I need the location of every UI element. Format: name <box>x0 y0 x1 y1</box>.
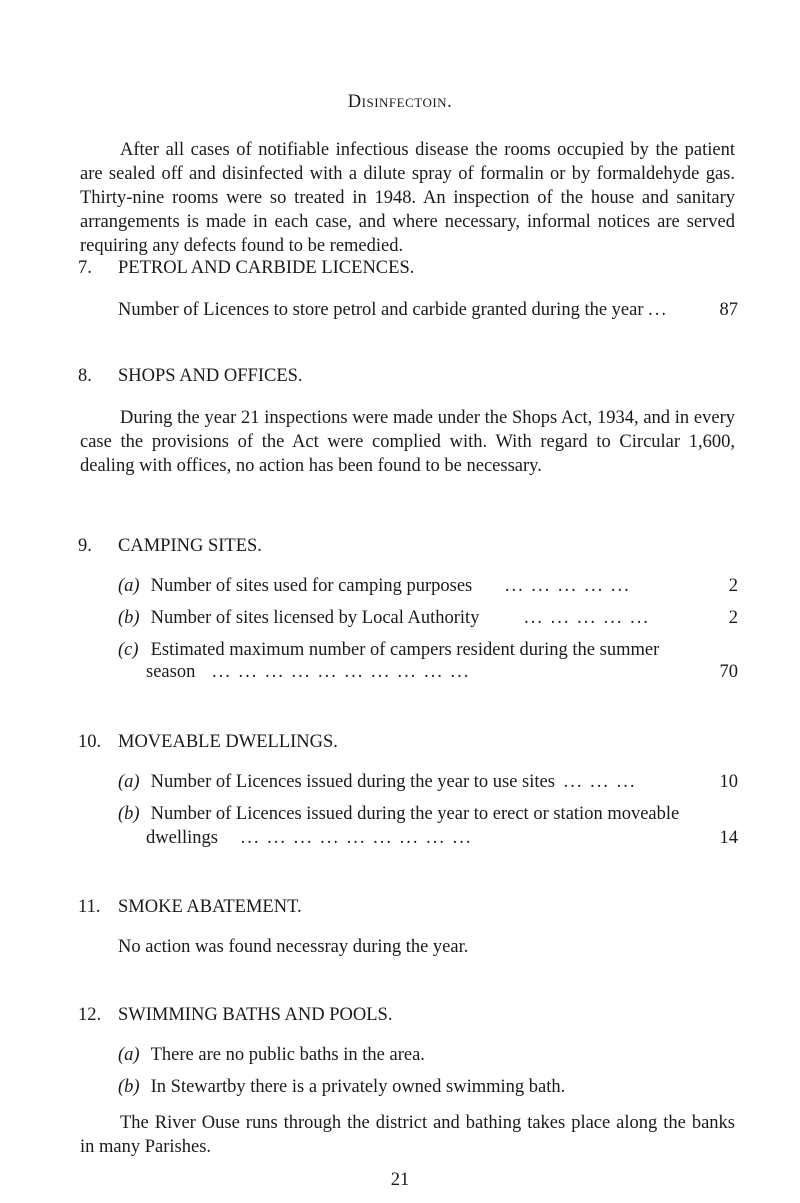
row-label: In Stewartby there is a privately owned swimming bath. <box>150 1077 566 1097</box>
section-9-title <box>78 534 738 558</box>
section-11-title <box>78 895 738 919</box>
leader-dots: ... ... ... ... ... ... ... ... ... <box>240 828 473 848</box>
section-8-title <box>78 364 738 388</box>
row-value: 10 <box>719 772 738 792</box>
row-value: 2 <box>728 576 738 596</box>
row-label: Number of sites used for camping purposes <box>150 576 473 596</box>
camping-item-c-line1 <box>118 638 738 662</box>
row-label: There are no public baths in the area. <box>150 1045 425 1065</box>
section-10-title <box>78 730 738 754</box>
item-letter: (b) <box>118 608 140 628</box>
baths-item-a <box>118 1043 738 1067</box>
petrol-licences-row <box>118 298 738 322</box>
leader-dots: ... ... ... ... ... ... ... ... ... ... <box>211 662 471 682</box>
section-title-text: SHOPS AND OFFICES. <box>118 366 303 386</box>
section-7-title <box>78 256 738 280</box>
baths-item-b <box>118 1075 738 1099</box>
item-letter: (b) <box>118 1077 140 1097</box>
leader-dots: ... <box>648 300 668 320</box>
item-letter: (a) <box>118 1045 140 1065</box>
section-number: 8. <box>78 366 92 386</box>
camping-item-c-line2 <box>146 660 738 684</box>
leader-dots: ... ... ... <box>563 772 637 792</box>
item-letter: (a) <box>118 576 140 596</box>
row-label: Number of Licences issued during the year to erect or station moveable <box>150 804 680 824</box>
river-ouse-paragraph: The River Ouse runs through the district and bathing takes place along the banks in many Parishes. <box>80 1113 735 1157</box>
section-title-text: CAMPING SITES. <box>118 536 262 556</box>
camping-item-a <box>118 574 738 598</box>
row-label: Estimated maximum number of campers resident during the summer <box>150 640 660 660</box>
smoke-abatement-text: No action was found necessray during the year. <box>118 937 469 957</box>
row-value: 2 <box>728 608 738 628</box>
leader-dots: ... ... ... ... ... <box>524 608 650 628</box>
item-letter: (b) <box>118 804 140 824</box>
row-label: Number of sites licensed by Local Authority <box>150 608 480 628</box>
section-title-text: SWIMMING BATHS AND POOLS. <box>118 1005 393 1025</box>
shops-offices-paragraph: During the year 21 inspections were made under the Shops Act, 1934, and in every case the provisions of the Act were complied with. With regard to Circular 1,600, dealing with offices, no action has been found to be necessary. <box>80 408 735 476</box>
page-number: 21 <box>390 1170 410 1190</box>
disinfection-paragraph: After all cases of notifiable infectious disease the rooms occupied by the patient are sealed off and disinfected with a dilute spray of formalin or by formaldehyde gas. Thirty-nine rooms were so treated in 1948. An inspection of the house and sanitary arrangements is made in each case, and where necessary, informal notices are served requiring any defects found to be remedied. <box>80 140 735 256</box>
camping-item-b <box>118 606 738 630</box>
dwellings-item-b-line1 <box>118 802 738 826</box>
section-title-text: MOVEABLE DWELLINGS. <box>118 732 338 752</box>
row-value: 87 <box>719 300 738 320</box>
item-letter: (a) <box>118 772 140 792</box>
row-label: dwellings <box>146 828 218 848</box>
section-number: 7. <box>78 258 92 278</box>
section-number: 12. <box>78 1005 102 1025</box>
row-label: Number of Licences issued during the year to use sites <box>150 772 555 792</box>
section-heading-disinfection: Disinfectoin. <box>347 92 453 112</box>
section-title-text: SMOKE ABATEMENT. <box>118 897 302 917</box>
leader-dots: ... ... ... ... ... <box>504 576 631 596</box>
section-title-text: PETROL AND CARBIDE LICENCES. <box>118 258 415 278</box>
dwellings-item-a <box>118 770 738 794</box>
section-number: 9. <box>78 536 92 556</box>
section-number: 11. <box>78 897 101 917</box>
row-value: 70 <box>719 662 738 682</box>
dwellings-item-b-line2 <box>146 826 738 850</box>
section-12-title <box>78 1003 738 1027</box>
row-label: Number of Licences to store petrol and carbide granted during the year <box>118 300 644 320</box>
row-label: season <box>146 662 196 682</box>
section-number: 10. <box>78 732 102 752</box>
item-letter: (c) <box>118 640 139 660</box>
row-value: 14 <box>719 828 738 848</box>
